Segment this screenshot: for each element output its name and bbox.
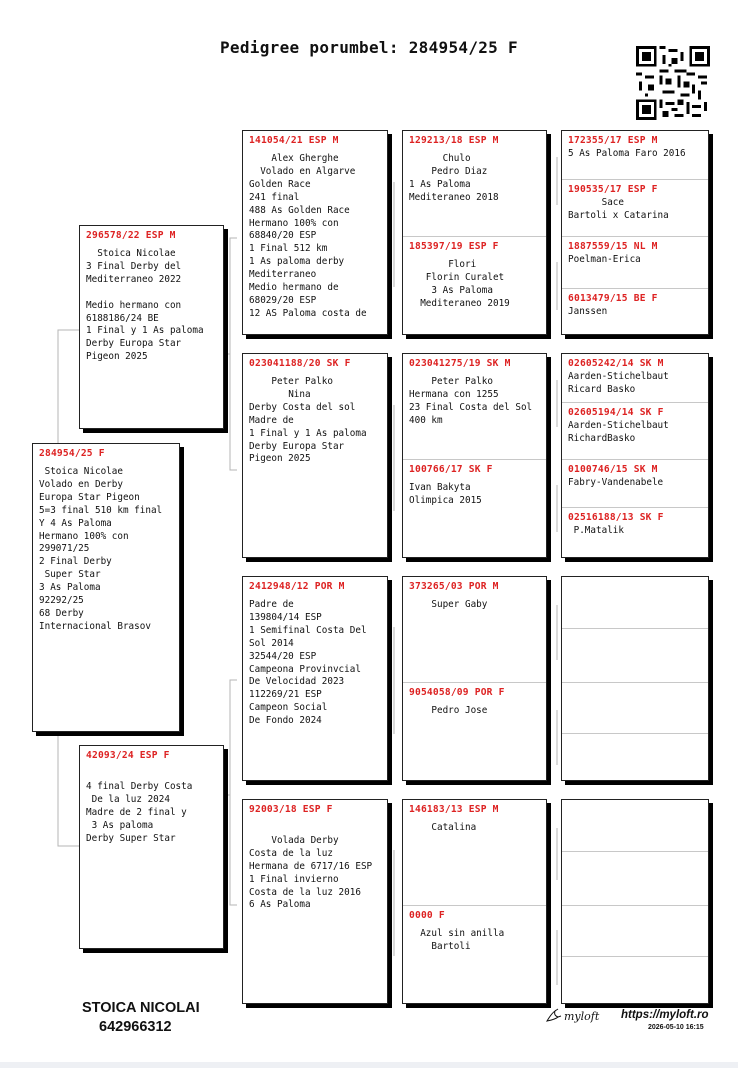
dam-notes: 4 final Derby Costa De la luz 2024 Madre de 2 final y 3 As paloma Derby Super Star: [86, 780, 193, 844]
grandparent-card[interactable]: [242, 130, 388, 335]
sire-ring-number: 296578/22 ESP M: [86, 230, 176, 241]
owner-name: STOICA NICOLAI: [82, 1000, 200, 1016]
gen4-notes: Janssen: [568, 306, 608, 317]
great-grandparent-notes: Azul sin anilla Bartoli: [420, 928, 505, 952]
site-link[interactable]: https://myloft.ro: [621, 1009, 709, 1021]
grandparent-notes: Volada Derby Costa de la luz Hermana de 6717/16 ESP 1 Final invierno Costa de la luz 2016 6 As Paloma: [249, 834, 373, 911]
great-grandparent-notes: Ivan Bakyta Olimpica 2015: [409, 482, 482, 506]
gen4-notes: Sace Bartoli x Catarina: [568, 197, 669, 221]
grandparent-ring-number: 92003/18 ESP F: [249, 804, 333, 815]
great-grandparent-ring-number: 9054058/09 POR F: [409, 687, 505, 698]
great-grandparent-notes: Pedro Jose: [409, 705, 488, 716]
gen4-ring-number: 6013479/15 BE F: [568, 293, 658, 304]
great-grandparent-ring-number: 100766/17 SK F: [409, 464, 493, 475]
grandparent-notes: Padre de 139804/14 ESP 1 Semifinal Costa Del Sol 2014 32544/20 ESP Campeona Provinvcial De Velocidad 2023 112269/21 ESP Campeon Social De Fondo 2024: [249, 599, 367, 727]
gen4-ring-number: 02605194/14 SK F: [568, 407, 664, 418]
gen4-ring-number: 02516188/13 SK F: [568, 512, 664, 523]
great-grandparents-card[interactable]: [402, 799, 547, 1004]
great-grandparent-ring-number: 129213/18 ESP M: [409, 135, 499, 146]
dam-ring-number: 42093/24 ESP F: [86, 750, 170, 761]
great-grandparents-card[interactable]: [402, 130, 547, 335]
great-grandparent-ring-number: 023041275/19 SK M: [409, 358, 511, 369]
gen4-ring-number: 0100746/15 SK M: [568, 464, 658, 475]
gen4-ring-number: 190535/17 ESP F: [568, 184, 658, 195]
great-grandparent-notes: Catalina: [409, 822, 477, 833]
great-grandparent-notes: Chulo Pedro Diaz 1 As Paloma Mediteraneo 2018: [409, 153, 499, 203]
grandparent-ring-number: 023041188/20 SK F: [249, 358, 351, 369]
bottom-bar: [0, 1062, 738, 1068]
gen4-notes: Fabry-Vandenabele: [568, 477, 664, 488]
gen4-notes: Poelman-Erica: [568, 254, 641, 265]
gen4-ring-number: 1887559/15 NL M: [568, 241, 658, 252]
sire-card[interactable]: [79, 225, 224, 429]
logo-text: myloft: [564, 1009, 600, 1023]
great-grandparent-ring-number: 0000 F: [409, 910, 445, 921]
gen4-notes: P.Matalik: [568, 525, 624, 536]
generated-timestamp: 2026-05-10 16:15: [648, 1024, 704, 1031]
owner-phone: 642966312: [99, 1019, 172, 1035]
dam-card[interactable]: [79, 745, 224, 949]
great-grandparent-ring-number: 373265/03 POR M: [409, 581, 499, 592]
great-grandparent-ring-number: 185397/19 ESP F: [409, 241, 499, 252]
subject-pigeon-card[interactable]: [32, 443, 180, 732]
grandparent-card[interactable]: [242, 353, 388, 558]
grandparent-card[interactable]: [242, 576, 388, 781]
great-grandparents-card[interactable]: [402, 576, 547, 781]
gen4-notes: 5 As Paloma Faro 2016: [568, 148, 686, 159]
gen4-card[interactable]: [561, 353, 709, 558]
gen4-ring-number: 02605242/14 SK M: [568, 358, 664, 369]
great-grandparent-notes: Super Gaby: [409, 599, 488, 610]
gen4-notes: Aarden-Stichelbaut Ricard Basko: [568, 371, 669, 395]
sire-notes: Stoica Nicolae 3 Final Derby del Mediterraneo 2022 Medio hermano con 6188186/24 BE 1 Final y 1 As paloma Derby Europa Star Pigeon 2025: [86, 248, 204, 363]
subject-ring-number: 284954/25 F: [39, 448, 105, 459]
great-grandparents-card[interactable]: [402, 353, 547, 558]
great-grandparent-notes: Peter Palko Hermana con 1255 23 Final Costa del Sol 400 km: [409, 376, 533, 426]
pigeon-icon: [546, 1008, 562, 1024]
grandparent-card[interactable]: [242, 799, 388, 1004]
gen4-card[interactable]: [561, 799, 709, 1004]
grandparent-ring-number: 2412948/12 POR M: [249, 581, 345, 592]
myloft-logo: [546, 1008, 599, 1024]
great-grandparent-ring-number: 146183/13 ESP M: [409, 804, 499, 815]
page-title: Pedigree porumbel: 284954/25 F: [220, 38, 518, 57]
gen4-notes: Aarden-Stichelbaut RichardBasko: [568, 420, 669, 444]
gen4-card[interactable]: [561, 130, 709, 335]
great-grandparent-notes: Flori Florin Curalet 3 As Paloma Mediteraneo 2019: [420, 259, 510, 309]
gen4-ring-number: 172355/17 ESP M: [568, 135, 658, 146]
grandparent-notes: Peter Palko Nina Derby Costa del sol Madre de 1 Final y 1 As paloma Derby Europa Star Pigeon 2025: [249, 376, 367, 465]
grandparent-ring-number: 141054/21 ESP M: [249, 135, 339, 146]
grandparent-notes: Alex Gherghe Volado en Algarve Golden Race 241 final 488 As Golden Race Hermano 100% con 68840/20 ESP 1 Final 512 km 1 As paloma derby Mediterraneo Medio hermano de 68029/20 ESP 12 AS Paloma costa de: [249, 153, 367, 319]
gen4-card[interactable]: [561, 576, 709, 781]
subject-notes: Stoica Nicolae Volado en Derby Europa Star Pigeon 5=3 final 510 km final Y 4 As Paloma Hermano 100% con 299071/25 2 Final Derby Super Star 3 As Paloma 92292/25 68 Derby Internacional Brasov: [39, 466, 163, 632]
